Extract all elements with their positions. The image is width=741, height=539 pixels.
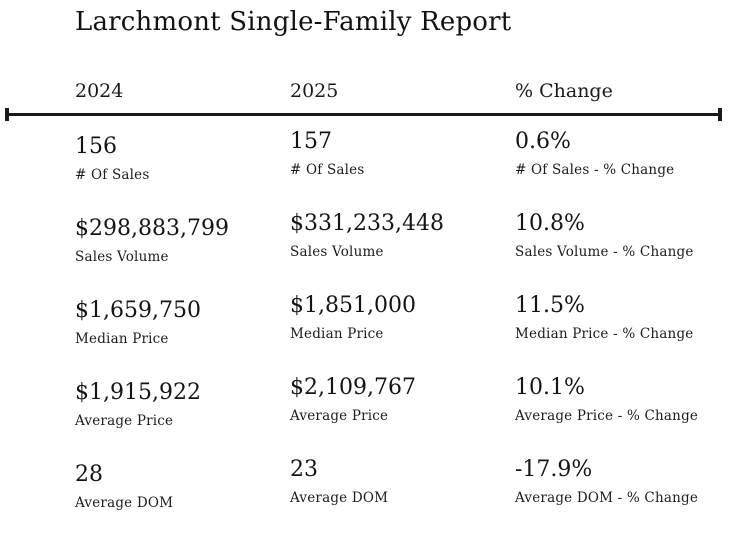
stat-cell-average-price-change bbox=[515, 375, 741, 457]
stat-value: 11.5% bbox=[515, 293, 585, 318]
stat-label: Median Price - % Change bbox=[515, 326, 694, 343]
stat-cell-num-sales-2025 bbox=[290, 129, 515, 211]
stat-cell-num-sales-change bbox=[515, 129, 741, 211]
divider-line bbox=[5, 113, 722, 116]
stat-label: Average Price bbox=[75, 413, 174, 430]
stat-value: $298,883,799 bbox=[75, 216, 229, 241]
stat-label: Average DOM - % Change bbox=[515, 490, 699, 507]
stat-label: # Of Sales bbox=[75, 167, 150, 184]
stat-label: # Of Sales bbox=[290, 162, 365, 179]
stat-label: Sales Volume - % Change bbox=[515, 244, 694, 261]
stat-cell-average-dom-2025 bbox=[290, 457, 515, 539]
stats-table bbox=[75, 129, 741, 539]
stat-value: -17.9% bbox=[515, 457, 593, 482]
column-header-2024: 2024 bbox=[75, 80, 124, 102]
stat-label: Median Price bbox=[75, 331, 169, 348]
stat-label: Average DOM bbox=[290, 490, 389, 507]
report-title: Larchmont Single-Family Report bbox=[75, 7, 512, 37]
stat-label: Sales Volume bbox=[290, 244, 384, 261]
stat-value: 156 bbox=[75, 134, 117, 159]
stat-value: $1,915,922 bbox=[75, 380, 201, 405]
stat-cell-average-dom-change bbox=[515, 457, 741, 539]
stat-value: 23 bbox=[290, 457, 318, 482]
stat-cell-sales-volume-2025 bbox=[290, 211, 515, 293]
stat-value: 28 bbox=[75, 462, 103, 487]
stat-value: $1,659,750 bbox=[75, 298, 201, 323]
stat-cell-average-price-2024 bbox=[75, 375, 290, 457]
stat-cell-median-price-change bbox=[515, 293, 741, 375]
stat-value: $331,233,448 bbox=[290, 211, 444, 236]
column-header-pct-change: % Change bbox=[515, 80, 613, 102]
stat-label: Average Price bbox=[290, 408, 389, 425]
stat-label: # Of Sales - % Change bbox=[515, 162, 675, 179]
stat-cell-sales-volume-change bbox=[515, 211, 741, 293]
stat-cell-median-price-2025 bbox=[290, 293, 515, 375]
stat-value: 10.1% bbox=[515, 375, 585, 400]
stat-label: Average Price - % Change bbox=[515, 408, 699, 425]
stat-value: $1,851,000 bbox=[290, 293, 416, 318]
stat-cell-average-price-2025 bbox=[290, 375, 515, 457]
stat-value: 157 bbox=[290, 129, 332, 154]
stat-label: Sales Volume bbox=[75, 249, 169, 266]
stat-cell-sales-volume-2024 bbox=[75, 211, 290, 293]
column-header-row bbox=[75, 80, 741, 102]
stat-value: 10.8% bbox=[515, 211, 585, 236]
stat-cell-num-sales-2024 bbox=[75, 129, 290, 211]
column-header-2025: 2025 bbox=[290, 80, 339, 102]
stat-label: Average DOM bbox=[75, 495, 174, 512]
stat-value: 0.6% bbox=[515, 129, 571, 154]
stat-cell-median-price-2024 bbox=[75, 293, 290, 375]
stat-cell-average-dom-2024 bbox=[75, 457, 290, 539]
stat-label: Median Price bbox=[290, 326, 384, 343]
stat-value: $2,109,767 bbox=[290, 375, 416, 400]
